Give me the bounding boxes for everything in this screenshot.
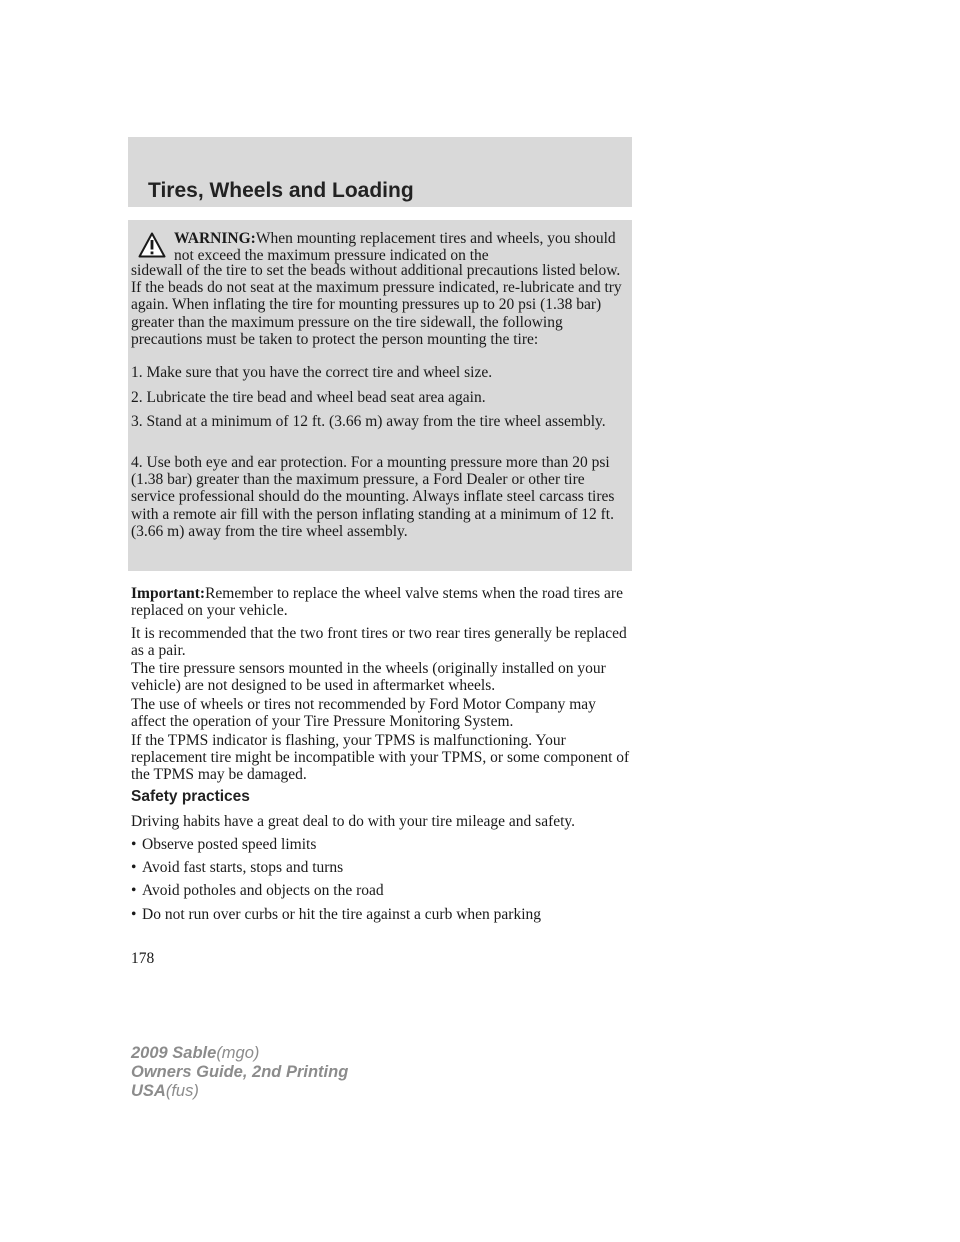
bullet-icon: •	[131, 836, 137, 853]
paragraph: The use of wheels or tires not recommended by Ford Motor Company may affect the operation of your Tire Pressure Monitoring System.	[131, 696, 596, 731]
warning-step-1: 1. Make sure that you have the correct tire and wheel size.	[131, 364, 493, 381]
footer	[131, 1044, 348, 1101]
warning-intro	[174, 230, 630, 264]
warning-step-4: 4. Use both eye and ear protection. For a mounting pressure more than 20 psi (1.38 bar) greater than the maximum pressure, a Ford Dealer or other tire service professional should do the mounting. Always inflate steel carcass tires with a remote air fill with the person inflating standing at a minimum of 12 ft. (3.66 m) away from the tire wheel assembly.	[131, 454, 615, 540]
footer-region-code: (fus)	[165, 1082, 199, 1100]
bullet-icon: •	[131, 882, 137, 899]
safety-intro: Driving habits have a great deal to do with your tire mileage and safety.	[131, 813, 576, 830]
footer-model: 2009 Sable	[131, 1044, 217, 1062]
important-text: Remember to replace the wheel valve stems when the road tires are replaced on your vehicle.	[131, 585, 623, 620]
warning-text-first: When mounting replacement tires and wheels, you should not exceed the maximum pressure indicated on the	[174, 230, 616, 265]
footer-model-code: (mgo)	[216, 1044, 260, 1062]
important-note	[131, 585, 631, 619]
bullet-icon: •	[131, 906, 137, 923]
list-item: • Do not run over curbs or hit the tire against a curb when parking	[131, 906, 542, 923]
page-number: 178	[131, 950, 155, 967]
footer-guide: Owners Guide, 2nd Printing	[131, 1063, 349, 1081]
warning-step-2: 2. Lubricate the tire bead and wheel bead seat area again.	[131, 389, 486, 406]
safety-practices-heading: Safety practices	[131, 788, 250, 805]
paragraph: The tire pressure sensors mounted in the wheels (originally installed on your vehicle) are not designed to be used in aftermarket wheels.	[131, 660, 606, 695]
list-item: • Avoid fast starts, stops and turns	[131, 859, 344, 876]
bullet-icon: •	[131, 859, 137, 876]
footer-region: USA	[131, 1082, 166, 1100]
warning-step-3: 3. Stand at a minimum of 12 ft. (3.66 m) away from the tire wheel assembly.	[131, 413, 606, 430]
warning-label: WARNING:	[174, 230, 256, 247]
warning-text-continued: sidewall of the tire to set the beads without additional precautions listed below. If the beads do not seat at the maximum pressure indicated, re-lubricate and try again. When inflating the tire for mounting pressures up to 20 psi (1.38 bar) greater than the maximum pressure on the tire sidewall, the following precautions must be taken to protect the person mounting the tire:	[131, 262, 622, 348]
important-label: Important:	[131, 585, 206, 602]
warning-triangle-icon	[138, 232, 166, 258]
list-item: • Avoid potholes and objects on the road	[131, 882, 384, 899]
paragraph: It is recommended that the two front tires or two rear tires generally be replaced as a pair.	[131, 625, 627, 660]
paragraph: If the TPMS indicator is flashing, your TPMS is malfunctioning. Your replacement tire might be incompatible with your TPMS, or some component of the TPMS may be damaged.	[131, 732, 630, 784]
section-title: Tires, Wheels and Loading	[148, 179, 414, 202]
list-item: • Observe posted speed limits	[131, 836, 317, 853]
